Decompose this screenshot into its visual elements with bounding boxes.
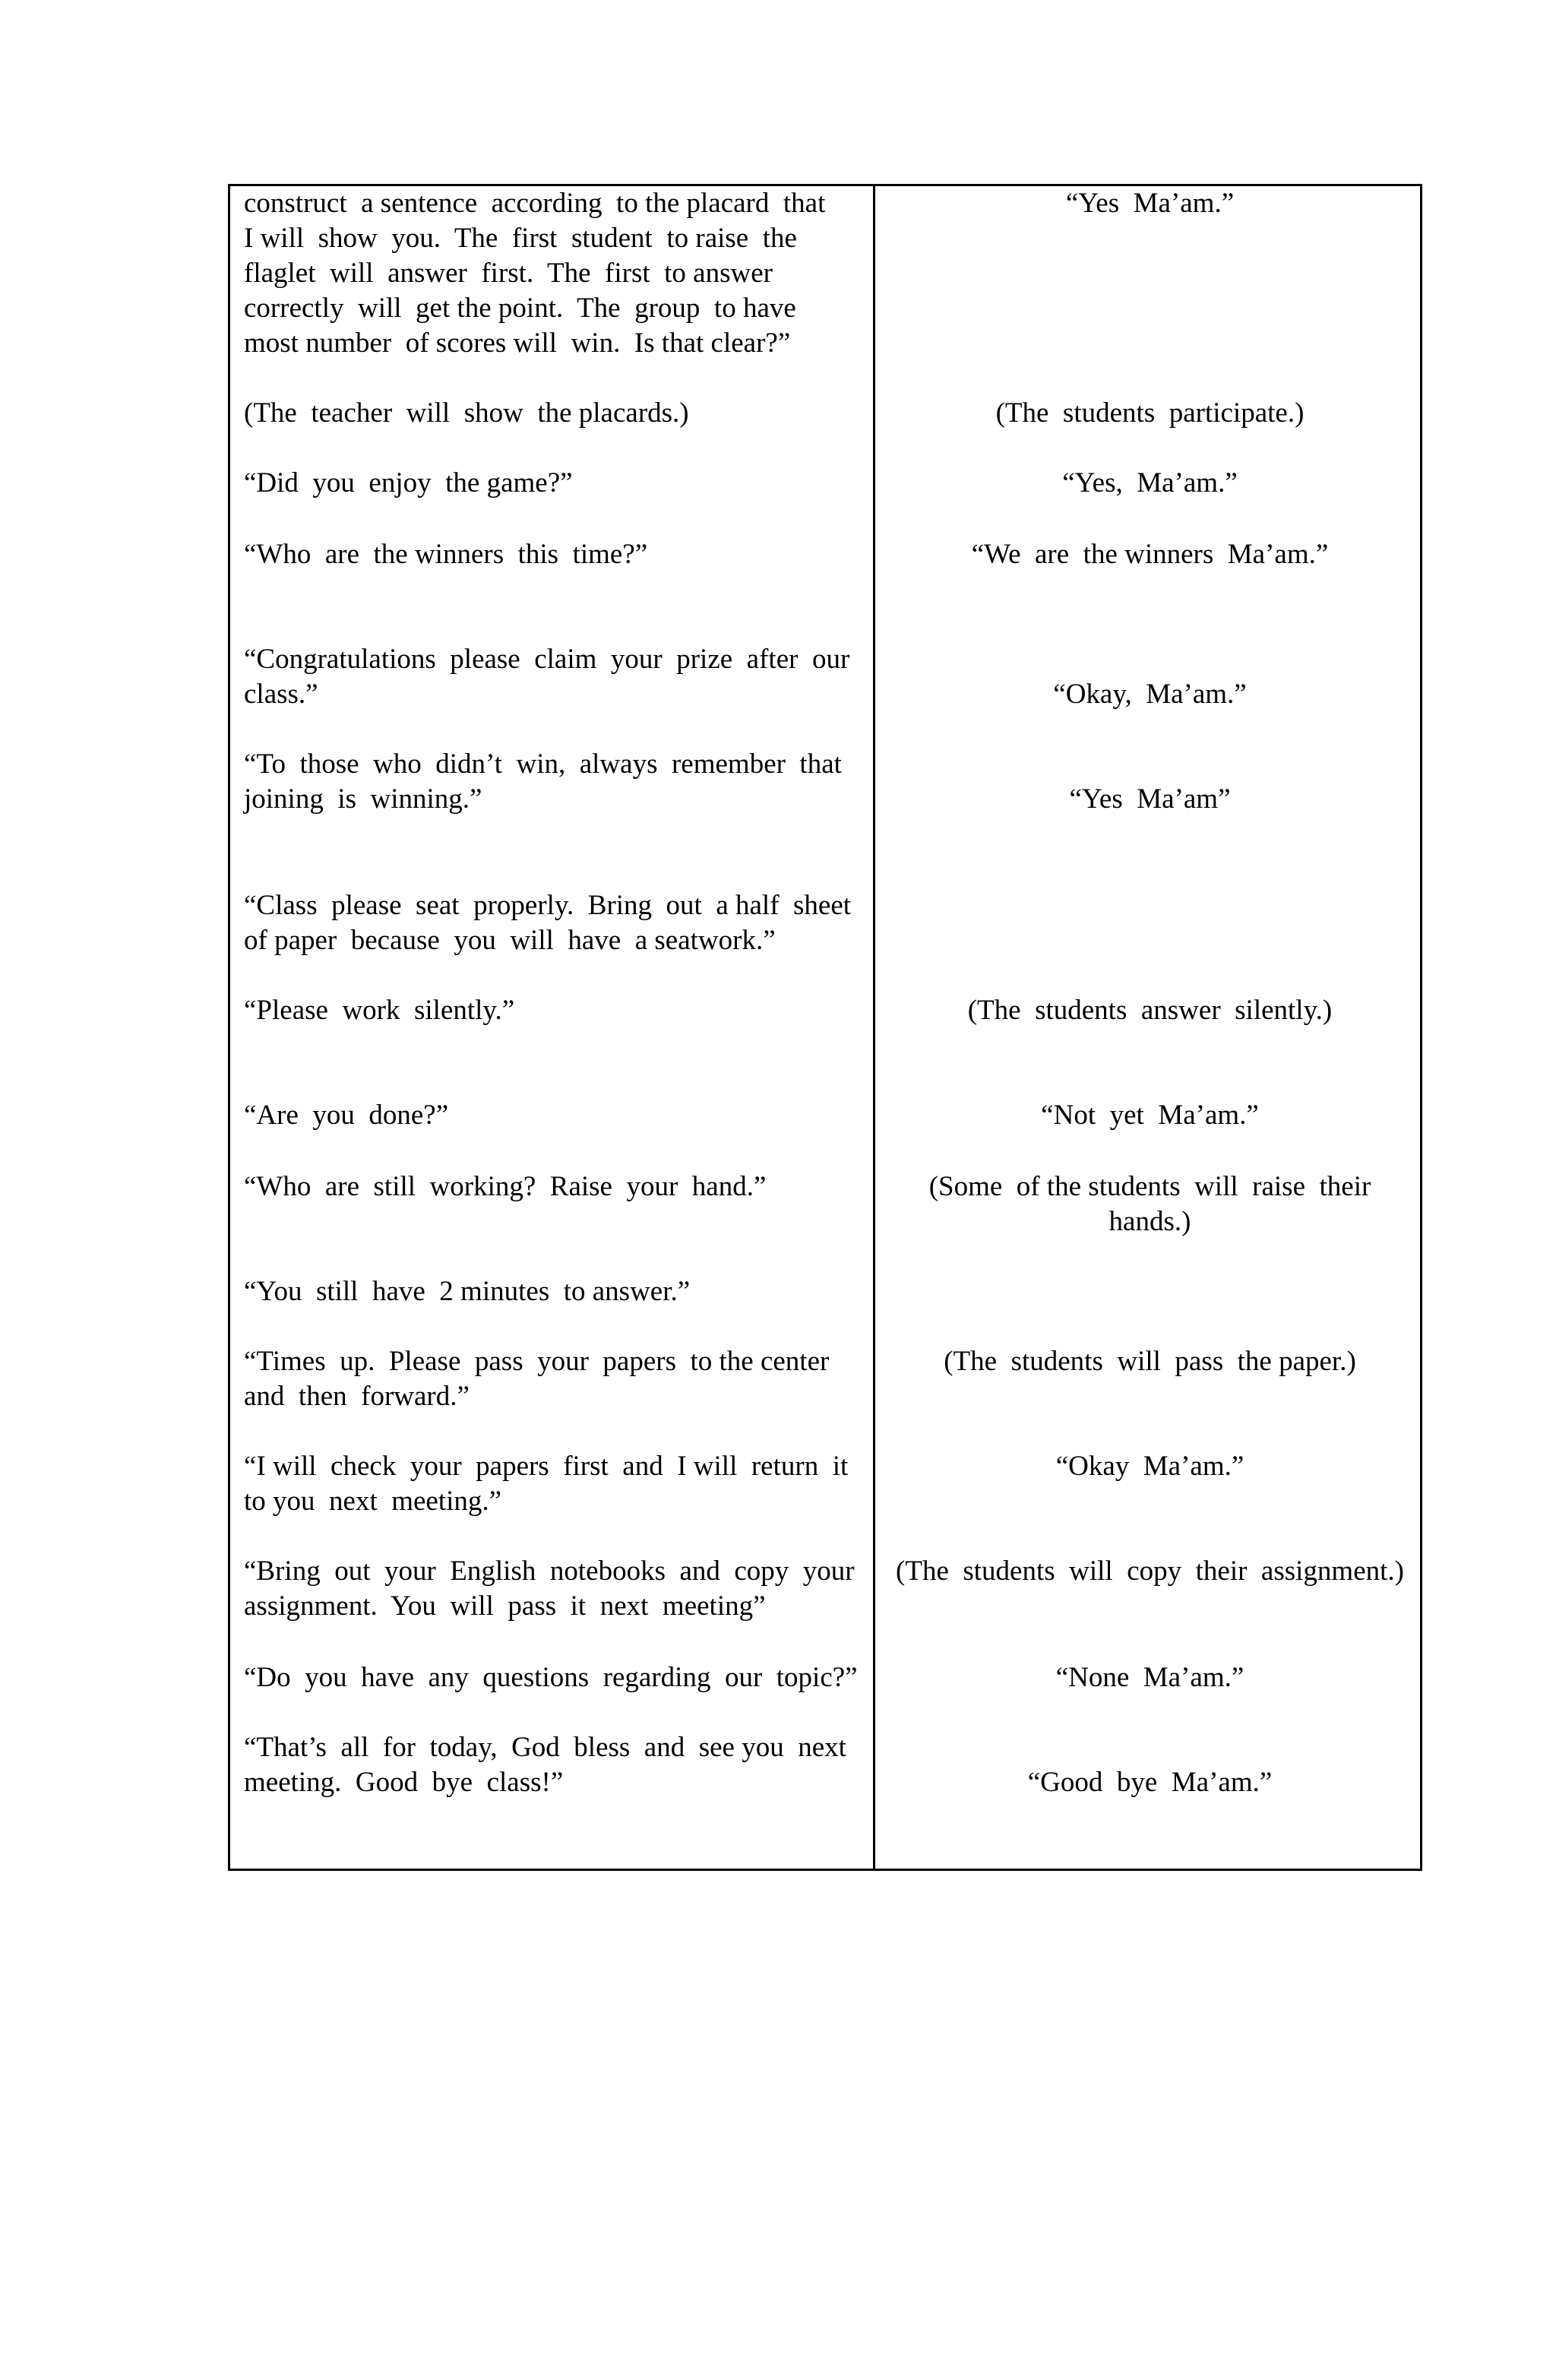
teacher-line: most number of scores will win. Is that clear?” <box>244 328 791 359</box>
student-line: (The students answer silently.) <box>967 995 1333 1026</box>
student-line: (The students participate.) <box>995 397 1305 429</box>
teacher-line: meeting. Good bye class!” <box>244 1767 564 1798</box>
teacher-line: “Do you have any questions regarding our topic?” <box>244 1662 858 1693</box>
teacher-line: construct a sentence according to the placard that <box>244 188 826 219</box>
teacher-line: “You still have 2 minutes to answer.” <box>244 1276 691 1307</box>
teacher-line: “To those who didn’t win, always remember that <box>244 748 842 780</box>
student-line: “We are the winners Ma’am.” <box>971 539 1329 570</box>
teacher-line: of paper because you will have a seatwork.” <box>244 925 776 956</box>
teacher-line: “Did you enjoy the game?” <box>244 467 573 498</box>
dialogue-table <box>228 184 1422 1871</box>
teacher-line: (The teacher will show the placards.) <box>244 397 689 429</box>
teacher-line: “Please work silently.” <box>244 995 515 1026</box>
teacher-line: “I will check your papers first and I will return it <box>244 1451 849 1482</box>
student-line: “None Ma’am.” <box>1055 1662 1244 1693</box>
teacher-line: “Bring out your English notebooks and copy your <box>244 1556 855 1587</box>
teacher-line: correctly will get the point. The group to have <box>244 293 796 324</box>
student-line: “Okay, Ma’am.” <box>1053 679 1247 710</box>
teacher-line: I will show you. The first student to raise the <box>244 223 797 254</box>
student-line: “Okay Ma’am.” <box>1055 1451 1244 1482</box>
teacher-line: “That’s all for today, God bless and see you next <box>244 1732 846 1763</box>
student-line: “Not yet Ma’am.” <box>1041 1100 1259 1131</box>
teacher-line: “Times up. Please pass your papers to the center <box>244 1346 830 1377</box>
teacher-line: “Who are the winners this time?” <box>244 539 648 570</box>
teacher-line: “Are you done?” <box>244 1100 449 1131</box>
student-line: (The students will pass the paper.) <box>944 1346 1356 1377</box>
teacher-line: “Congratulations please claim your prize after our <box>244 644 850 675</box>
teacher-line: joining is winning.” <box>244 783 482 815</box>
student-line: (Some of the students will raise their <box>928 1171 1371 1202</box>
student-line: “Yes Ma’am.” <box>1065 188 1235 219</box>
student-line: hands.) <box>1108 1206 1191 1237</box>
teacher-line: and then forward.” <box>244 1381 470 1412</box>
student-line: (The students will copy their assignment.) <box>896 1556 1404 1587</box>
student-line: “Good bye Ma’am.” <box>1027 1767 1273 1798</box>
teacher-line: “Who are still working? Raise your hand.” <box>244 1171 767 1202</box>
student-line: “Yes Ma’am” <box>1069 783 1231 815</box>
teacher-line: flaglet will answer first. The first to answer <box>244 258 773 289</box>
teacher-line: assignment. You will pass it next meeting” <box>244 1590 766 1622</box>
teacher-line: “Class please seat properly. Bring out a half sheet <box>244 890 852 921</box>
teacher-line: to you next meeting.” <box>244 1486 502 1517</box>
teacher-line: class.” <box>244 679 318 710</box>
student-line: “Yes, Ma’am.” <box>1062 467 1238 498</box>
